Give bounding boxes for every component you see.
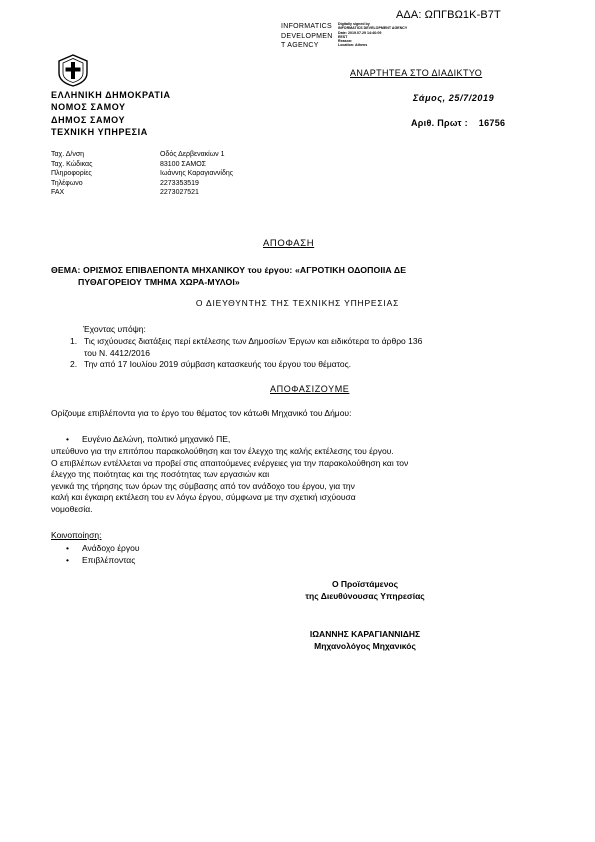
duties-paragraph: υπεύθυνο για την επιτόπου παρακολούθηση και τον έλεγχο της καλής εκτέλεσης του έργου. Ο επιβλέπων εντέλλεται να προβεί στις απαιτούμενες ενέργειες για την παρακολούθηση και τον έλεγχο της ποιότητας και της ποσότητας των εργασιών και γενικά της τήρησης των όρων της σύμβασης από τον ανάδοχο του έργου, για την καλή και έγκαιρη εκτέλεση του εν λόγω έργου, σύμφωνα με την σχετική ισχύουσα νομοθεσία. [51, 446, 409, 514]
considerations-list [70, 336, 422, 371]
digital-signature-details: Digitally signed by INFORMATICS DEVELOPMENT AGENCY Date: 2019.07.29 14:46:09 EEST Reason: Location: Athens [338, 22, 408, 48]
list-item: • Ανάδοχο έργου [66, 543, 140, 553]
engineer-item: • Ευγένιο Δελώνη, πολιτικό μηχανικό ΠΕ, [66, 434, 231, 444]
appointment-text: Ορίζουμε επιβλέποντα για το έργο του θέματος τον κάτωθι Μηχανικό του Δήμου: [51, 408, 352, 418]
notify-list [66, 543, 139, 566]
hellenic-republic-emblem-icon [57, 53, 89, 87]
contact-values: Οδός Δερβενακίων 1 83100 ΣΑΜΟΣ Ιωάννης Καραγιαννίδης 2273353519 2273027521 [160, 151, 234, 197]
considering-label: Έχοντας υπόψη: [83, 324, 146, 334]
subject: ΘΕΜΑ: ΟΡΙΣΜΟΣ ΕΠΙΒΛΕΠΟΝΤΑ ΜΗΧΑΝΙΚΟΥ του έργου: «ΑΓΡΟΤΙΚΗ ΟΔΟΠΟΙΙΑ ΔΕ ΠΥΘΑΓΟΡΕΙΟΥ ΤΜΗΜΑ ΧΩΡΑ-ΜΥΛΟΙ» [51, 265, 407, 287]
director-heading: Ο ΔΙΕΥΘΥΝΤΗΣ ΤΗΣ ΤΕΧΝΙΚΗΣ ΥΠΗΡΕΣΙΑΣ [195, 298, 400, 308]
bullet-icon: • [66, 434, 69, 444]
signing-agency: INFORMATICS DEVELOPMEN T AGENCY [281, 23, 333, 49]
we-decide-heading: ΑΠΟΦΑΣΙΖΟΥΜΕ [270, 384, 350, 394]
list-item: 2. Την από 17 Ιουλίου 2019 σύμβαση κατασκευής του έργου του θέματος. [70, 359, 352, 370]
notify-label: Κοινοποίηση: [51, 530, 102, 540]
issuing-authority: ΕΛΛΗΝΙΚΗ ΔΗΜΟΚΡΑΤΙΑ ΝΟΜΟΣ ΣΑΜΟΥ ΔΗΜΟΣ ΣΑΜΟΥ ΤΕΧΝΙΚΗ ΥΠΗΡΕΣΙΑ [51, 90, 171, 137]
protocol-number: Αριθ. Πρωτ : 16756 [411, 118, 506, 128]
signatory-role: Ο Προϊστάμενος της Διευθύνουσας Υπηρεσίας [305, 579, 425, 601]
ada-code: ΑΔΑ: ΩΠΓΒΩ1Κ-Β7Τ [396, 9, 501, 21]
document-date: Σάμος, 25/7/2019 [413, 93, 495, 103]
list-item: 1. Τις ισχύουσες διατάξεις περί εκτέλεσης των Δημοσίων Έργων και ειδικότερα το άρθρο 136 του Ν. 4412/2016 [70, 336, 423, 358]
publish-notice: ΑΝΑΡΤΗΤΕΑ ΣΤΟ ΔΙΑΔΙΚΤΥΟ [350, 68, 483, 78]
bullet-icon: • [66, 543, 69, 553]
list-item: • Επιβλέποντας [66, 554, 136, 565]
bullet-icon: • [66, 554, 69, 565]
contact-labels: Ταχ. Δ/νση Ταχ. Κώδικας Πληροφορίες Τηλέφωνο FAX [51, 151, 93, 197]
signatory-name: ΙΩΑΝΝΗΣ ΚΑΡΑΓΙΑΝΝΙΔΗΣ Μηχανολόγος Μηχανικός [309, 629, 421, 651]
decision-title: ΑΠΟΦΑΣΗ [263, 238, 315, 249]
